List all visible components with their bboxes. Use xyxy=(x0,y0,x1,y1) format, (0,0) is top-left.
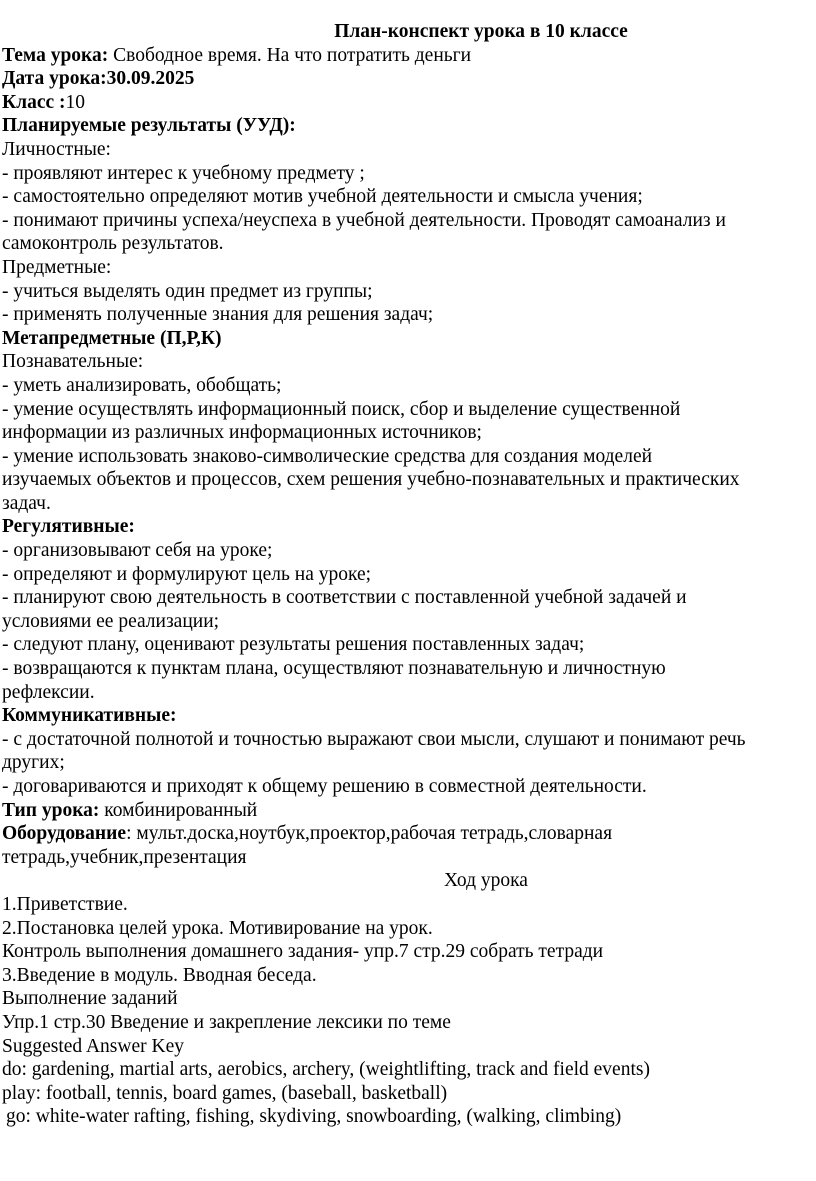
personal-item: - проявляют интерес к учебному предмету ; xyxy=(2,162,365,184)
step-line: Контроль выполнения домашнего задания- упр.7 стр.29 собрать тетради xyxy=(2,941,604,963)
class-value: 10 xyxy=(65,91,86,113)
regulatory-item: рефлексии. xyxy=(2,681,95,703)
communicative-item: - с достаточной полнотой и точностью выражают свои мысли, слушают и понимают речь xyxy=(2,728,746,750)
class-line xyxy=(0,91,812,115)
personal-item: - понимают причины успеха/неуспеха в учебной деятельности. Проводят самоанализ и xyxy=(2,209,726,231)
regulatory-item: - организовывают себя на уроке; xyxy=(2,540,273,562)
equipment-label: Оборудование xyxy=(2,823,127,845)
regulatory-heading: Регулятивные: xyxy=(2,516,135,538)
communicative-item: - договариваются и приходят к общему решению в совместной деятельности. xyxy=(2,776,647,797)
cognitive-item: задач. xyxy=(2,492,51,514)
equipment-line xyxy=(0,822,812,846)
topic-line xyxy=(0,44,812,68)
personal-heading: Личностные: xyxy=(2,138,111,160)
step-line: 3.Введение в модуль. Вводная беседа. xyxy=(2,964,317,986)
lesson-type-line xyxy=(0,799,812,823)
class-label: Класс : xyxy=(2,91,66,113)
cognitive-heading: Познавательные: xyxy=(2,351,144,373)
date-label: Дата урока: xyxy=(2,68,107,90)
cognitive-item: информации из различных информационных источников; xyxy=(2,422,482,444)
answer-do: do: gardening, martial arts, aerobics, archery, (weightlifting, track and field events) xyxy=(2,1059,650,1081)
topic-value: Свободное время. На что потратить деньги xyxy=(108,44,472,66)
subject-heading: Предметные: xyxy=(2,256,112,278)
equipment-value: : мульт.доска,ноутбук,проектор,рабочая тетрадь,словарная xyxy=(126,823,613,845)
date-value: 30.09.2025 xyxy=(106,68,195,90)
step-line: 1.Приветствие. xyxy=(2,893,128,915)
regulatory-item: - следуют плану, оценивают результаты решения поставленных задач; xyxy=(2,634,585,656)
communicative-item: других; xyxy=(2,752,65,774)
step-line: Suggested Answer Key xyxy=(2,1035,184,1057)
answer-go: go: white-water rafting, fishing, skydiving, snowboarding, (walking, climbing) xyxy=(6,1106,622,1128)
lesson-type-label: Тип урока: xyxy=(2,799,100,821)
step-line: Упр.1 стр.30 Введение и закрепление лексики по теме xyxy=(2,1011,451,1033)
regulatory-item: условиями ее реализации; xyxy=(2,610,220,632)
document-title: План-конспект урока в 10 классе xyxy=(334,21,628,42)
personal-item: самоконтроль результатов. xyxy=(2,233,224,255)
cognitive-item: изучаемых объектов и процессов, схем решения учебно-познавательных и практических xyxy=(2,469,740,491)
results-heading: Планируемые результаты (УУД): xyxy=(2,115,296,137)
subject-item: - учиться выделять один предмет из группы; xyxy=(2,280,373,302)
communicative-heading: Коммуникативные: xyxy=(2,705,177,727)
cognitive-item: - умение использовать знаково-символические средства для создания моделей xyxy=(2,445,653,467)
lesson-type-value: комбинированный xyxy=(99,799,258,821)
step-line: 2.Постановка целей урока. Мотивирование на урок. xyxy=(2,917,433,939)
topic-label: Тема урока: xyxy=(2,44,109,66)
progress-heading: Ход урока xyxy=(444,870,528,892)
meta-heading: Метапредметные (П,Р,К) xyxy=(2,327,222,349)
regulatory-item: - возвращаются к пунктам плана, осуществляют познавательную и личностную xyxy=(2,658,666,680)
regulatory-item: - определяют и формулируют цель на уроке; xyxy=(2,563,372,585)
cognitive-item: - умение осуществлять информационный поиск, сбор и выделение существенной xyxy=(2,398,681,420)
subject-item: - применять полученные знания для решения задач; xyxy=(2,304,434,326)
document-page xyxy=(0,20,812,1129)
regulatory-item: - планируют свою деятельность в соответствии с поставленной учебной задачей и xyxy=(2,587,687,609)
cognitive-item: - уметь анализировать, обобщать; xyxy=(2,374,282,396)
personal-item: - самостоятельно определяют мотив учебной деятельности и смысла учения; xyxy=(2,186,643,208)
date-line xyxy=(0,67,812,91)
equipment-cont: тетрадь,учебник,презентация xyxy=(2,846,247,868)
answer-play: play: football, tennis, board games, (baseball, basketball) xyxy=(2,1082,448,1104)
step-line: Выполнение заданий xyxy=(2,988,178,1010)
